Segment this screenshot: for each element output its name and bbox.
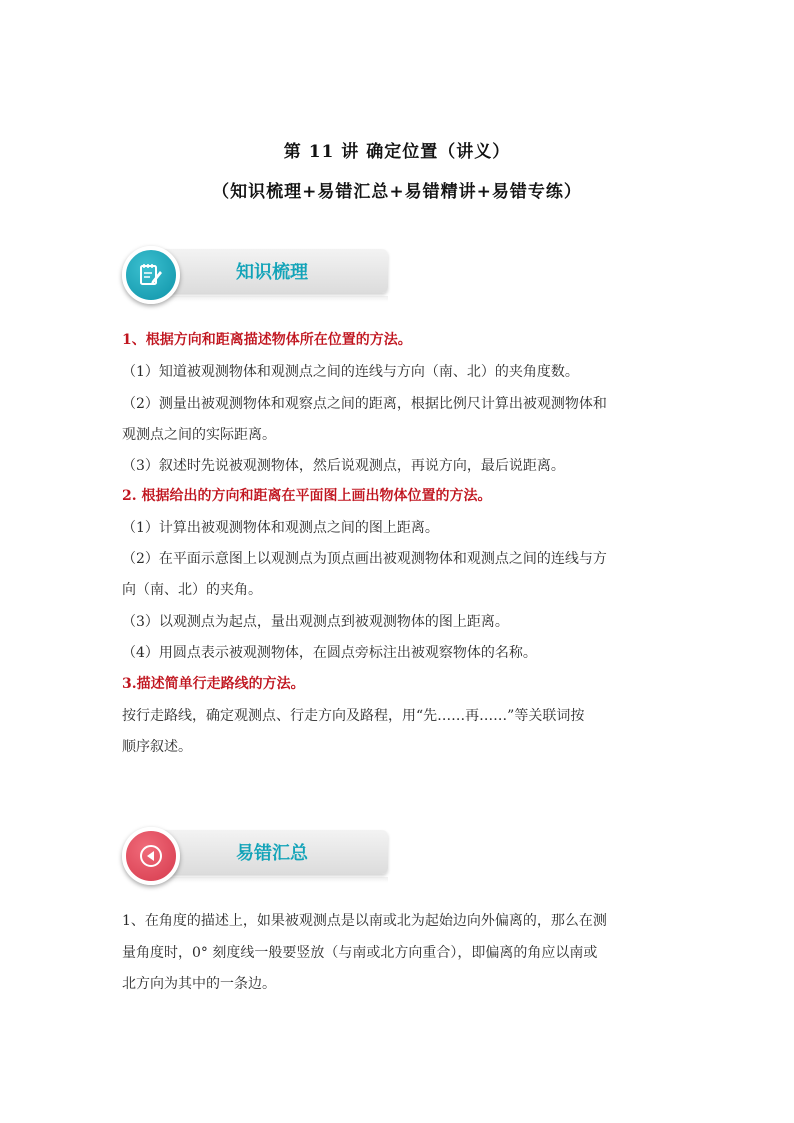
section-banner-errors: [122, 827, 390, 889]
heading-3: 3.描述简单行走路线的方法。: [122, 676, 305, 692]
heading-2: 2. 根据给出的方向和距离在平面图上画出物体位置的方法。: [122, 488, 492, 504]
notebook-pencil-icon: [138, 262, 164, 288]
paragraph: （2）在平面示意图上以观测点为顶点画出被观测物体和观测点之间的连线与方: [122, 551, 607, 567]
paragraph: 观测点之间的实际距离。: [122, 427, 276, 443]
banner-label: 易错汇总: [236, 843, 308, 864]
page-title: 第 11 讲 确定位置（讲义）: [283, 142, 511, 162]
banner-circle: [122, 246, 180, 304]
banner-circle: [122, 827, 180, 885]
banner-label: 知识梳理: [236, 262, 308, 283]
paragraph: （1）知道被观测物体和观测点之间的连线与方向（南、北）的夹角度数。: [122, 364, 579, 380]
heading-1: 1、根据方向和距离描述物体所在位置的方法。: [122, 332, 412, 348]
paragraph: （1）计算出被观测物体和观测点之间的图上距离。: [122, 520, 439, 536]
paragraph: （4）用圆点表示被观测物体，在圆点旁标注出被观察物体的名称。: [122, 645, 537, 661]
paragraph: 顺序叙述。: [122, 739, 192, 755]
paragraph: 向（南、北）的夹角。: [122, 582, 262, 598]
paragraph: 北方向为其中的一条边。: [122, 976, 276, 992]
paragraph: 量角度时，0° 刻度线一般要竖放（与南或北方向重合），即偏离的角应以南或: [122, 945, 598, 961]
page-subtitle: （知识梳理+易错汇总+易错精讲+易错专练）: [212, 182, 582, 202]
paragraph: 1、在角度的描述上，如果被观测点是以南或北为起始边向外偏离的，那么在测: [122, 913, 607, 929]
paragraph: 按行走路线，确定观测点、行走方向及路程，用“先……再……”等关联词按: [122, 708, 585, 724]
paragraph: （2）测量出被观测物体和观察点之间的距离，根据比例尺计算出被观测物体和: [122, 396, 607, 412]
section-banner-knowledge: [122, 246, 390, 308]
play-left-icon: [138, 843, 164, 869]
paragraph: （3）叙述时先说被观测物体，然后说观测点，再说方向，最后说距离。: [122, 458, 565, 474]
paragraph: （3）以观测点为起点，量出观测点到被观测物体的图上距离。: [122, 614, 509, 630]
